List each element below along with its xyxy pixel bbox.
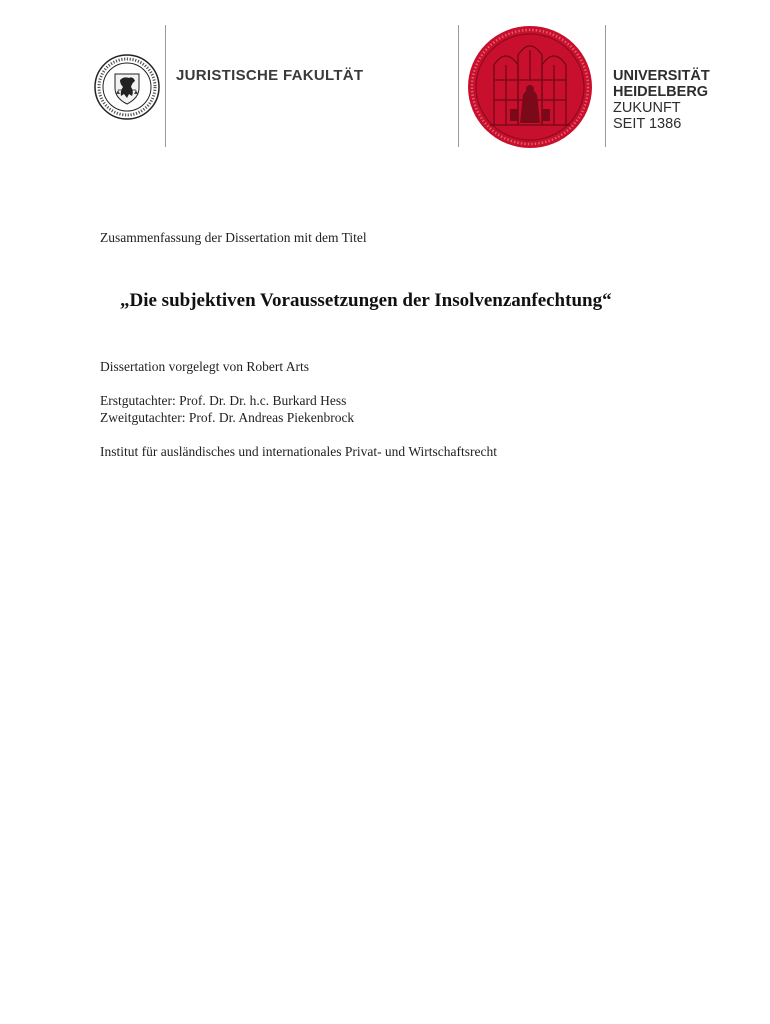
university-motto-line: ZUKUNFT — [613, 100, 681, 116]
university-name-line: UNIVERSITÄT — [613, 68, 710, 84]
summary-intro: Zusammenfassung der Dissertation mit dem Titel — [100, 230, 367, 245]
header-divider — [165, 25, 166, 147]
university-seal-icon — [466, 25, 594, 149]
institute-name: Institut für ausländisches und internationales Privat- und Wirtschaftsrecht — [100, 444, 497, 459]
header-divider — [458, 25, 459, 147]
faculty-name: JURISTISCHE FAKULTÄT — [176, 67, 364, 84]
university-founding-line: SEIT 1386 — [613, 116, 682, 132]
first-reviewer: Erstgutachter: Prof. Dr. Dr. h.c. Burkard Hess — [100, 393, 347, 408]
university-wordmark — [613, 68, 710, 132]
dissertation-title: „Die subjektiven Voraussetzungen der Insolvenzanfechtung“ — [120, 290, 612, 311]
header-divider — [605, 25, 606, 147]
second-reviewer: Zweitgutachter: Prof. Dr. Andreas Piekenbrock — [100, 410, 355, 425]
author-line: Dissertation vorgelegt von Robert Arts — [100, 359, 309, 374]
university-city-line: HEIDELBERG — [613, 84, 709, 100]
faculty-seal-icon — [94, 54, 160, 120]
